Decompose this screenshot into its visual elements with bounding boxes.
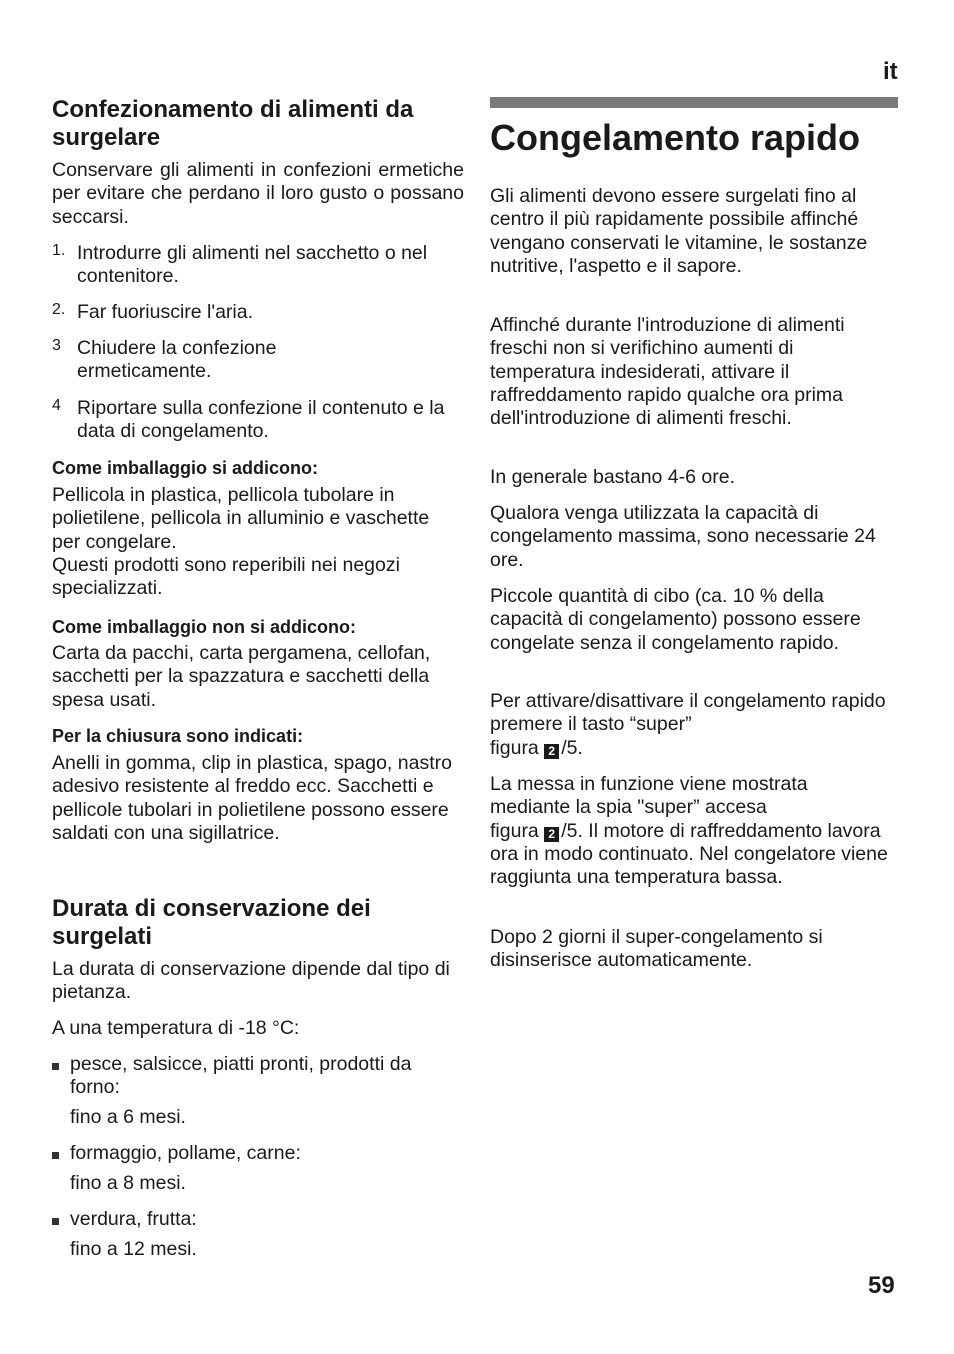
figure-number-icon: 2 (544, 744, 559, 759)
figure-ref: /5. (561, 736, 583, 759)
heading-suitable: Come imballaggio si addicono: (52, 458, 319, 478)
bullet-icon (52, 1152, 59, 1159)
page-number: 59 (868, 1272, 895, 1299)
figure-number-icon: 2 (544, 827, 559, 842)
heading-closure: Per la chiusura sono indicati: (52, 726, 304, 746)
food-category: verdura, frutta: (70, 1208, 197, 1230)
food-category: pesce, salsicce, piatti pronti, prodotti da forno: (70, 1053, 412, 1099)
paragraph-6 (490, 690, 890, 760)
not-suitable-text: Carta da pacchi, carta pergamena, cellofan, sacchetti per la spazzatura e sacchetti della spesa usati. (52, 642, 431, 711)
suitable-text-2: Questi prodotti sono reperibili nei negozi specializzati. (52, 554, 400, 600)
paragraph-7 (490, 773, 890, 889)
paragraph-3: In generale bastano 4-6 ore. (490, 466, 736, 488)
paragraph-7-text-2: /5. Il motore di raffreddamento lavora ora in modo continuato. Nel congelatore viene raggiunta una temperatura bassa. (490, 819, 888, 889)
paragraph-5: Piccole quantità di cibo (ca. 10 % della capacità di congelamento) possono essere congelate senza il congelamento rapido. (490, 585, 861, 654)
paragraph-1: Gli alimenti devono essere surgelati fino al centro il più rapidamente possibile affinché vengano conservati le vitamine, le sostanze nutritive, l'aspetto e il sapore. (490, 185, 868, 277)
storage-duration: fino a 8 mesi. (70, 1172, 186, 1194)
step-text: Introdurre gli alimenti nel sacchetto o nel contenitore. (77, 242, 428, 288)
section-title-packaging: Confezionamento di alimenti da surgelare (52, 96, 414, 151)
step-text: Far fuoriuscire l'aria. (77, 301, 254, 323)
figure-label: figura (490, 736, 539, 759)
packaging-intro: Conservare gli alimenti in confezioni ermetiche per evitare che perdano il loro gusto o possano seccarsi. (52, 159, 464, 228)
duration-intro: La durata di conservazione dipende dal tipo di pietanza. (52, 958, 450, 1004)
bullet-icon (52, 1218, 59, 1225)
step-number: 2. (52, 301, 66, 318)
storage-duration: fino a 12 mesi. (70, 1238, 197, 1260)
paragraph-8: Dopo 2 giorni il super-congelamento si disinserisce automaticamente. (490, 926, 823, 972)
step-text: Riportare sulla confezione il contenuto e la data di congelamento. (77, 397, 445, 443)
closure-text: Anelli in gomma, clip in plastica, spago, nastro adesivo resistente al freddo ecc. Sacchetti e pellicole tubolari in polietilene possono essere saldati con una sigillatrice. (52, 752, 452, 844)
figure-label: figura (490, 819, 539, 842)
suitable-text: Pellicola in plastica, pellicola tubolare in polietilene, pellicola in alluminio e vaschette per congelare. (52, 484, 430, 553)
paragraph-7-text: La messa in funzione viene mostrata mediante la spia "super” accesa (490, 773, 808, 819)
temperature-line: A una temperatura di -18 °C: (52, 1017, 300, 1039)
heading-not-suitable: Come imballaggio non si addicono: (52, 617, 357, 637)
paragraph-6-text: Per attivare/disattivare il congelamento rapido premere il tasto “super” (490, 690, 886, 736)
step-number: 4 (52, 397, 61, 414)
paragraph-2: Affinché durante l'introduzione di alimenti freschi non si verifichino aumenti di temperatura indesiderati, attivare il raffreddamento rapido qualche ora prima dell'introduzione di alimenti freschi. (490, 314, 845, 430)
storage-duration: fino a 6 mesi. (70, 1106, 186, 1128)
step-text: Chiudere la confezione ermeticamente. (77, 337, 277, 383)
food-category: formaggio, pollame, carne: (70, 1142, 301, 1164)
page-title: Congelamento rapido (490, 117, 861, 158)
section-title-duration: Durata di conservazione dei surgelati (52, 895, 371, 950)
step-number: 1. (52, 242, 66, 259)
step-number: 3 (52, 337, 61, 354)
title-rule (490, 97, 898, 108)
language-tag: it (883, 58, 898, 85)
bullet-icon (52, 1063, 59, 1070)
paragraph-4: Qualora venga utilizzata la capacità di congelamento massima, sono necessarie 24 ore. (490, 502, 876, 571)
